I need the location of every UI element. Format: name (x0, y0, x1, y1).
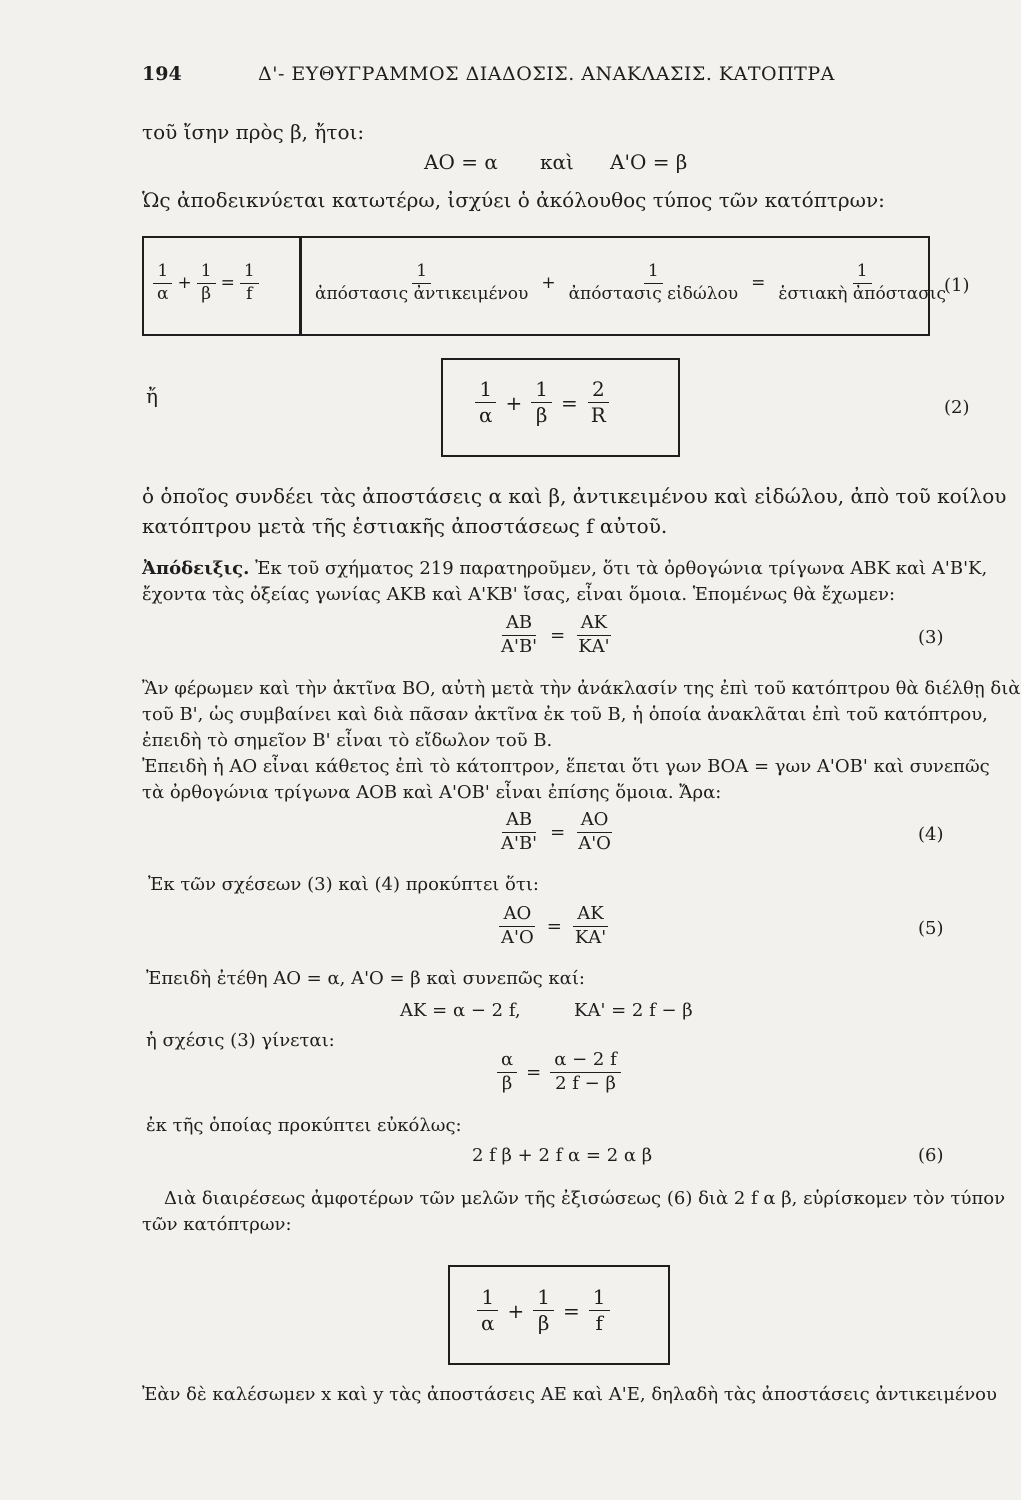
eq-ak-left: ΑΚ = α − 2 f, (400, 1000, 521, 1021)
fraction (574, 810, 615, 854)
numerator: 1 (412, 262, 431, 284)
denominator: R (590, 403, 606, 427)
equation-tag-5: (5) (918, 918, 944, 939)
fraction (497, 613, 541, 657)
equation-4 (494, 810, 618, 854)
fraction (497, 810, 541, 854)
numerator: 1 (533, 1286, 554, 1311)
numerator: 1 (240, 262, 259, 284)
numerator: 1 (477, 1286, 498, 1311)
para3-line-2: τῶν κατόπτρων: (142, 1214, 292, 1235)
denominator: Α'Ο (578, 832, 611, 854)
para2-line-3: ἐπειδὴ τὸ σημεῖον Β' εἶναι τὸ εἴδωλον τοῦ Β. (142, 730, 553, 751)
fraction (550, 1050, 621, 1094)
text-from-relations: Ἐκ τῶν σχέσεων (3) καὶ (4) προκύπτει ὅτι: (148, 874, 539, 895)
denominator: ΚΑ' (574, 926, 607, 948)
last-line: Ἐὰν δὲ καλέσωμεν x καὶ y τὰς ἀποστάσεις ΑΕ καὶ Α'Ε, δηλαδὴ τὰς ἀποστάσεις ἀντικειμένου (142, 1384, 997, 1405)
denominator: α (479, 403, 493, 427)
fraction (311, 262, 532, 304)
equation-tag-2: (2) (944, 397, 970, 418)
running-title: Δ'- ΕΥΘΥΓΡΑΜΜΟΣ ΔΙΑΔΟΣΙΣ. ΑΝΑΚΛΑΣΙΣ. ΚΑΤΟΠΤΡΑ (258, 63, 835, 85)
proof-text-1: Ἐκ τοῦ σχήματος 219 παρατηροῦμεν, ὅτι τὰ ὀρθογώνια τρίγωνα ΑΒΚ καὶ Α'Β'Κ, (255, 558, 988, 579)
plus-sign: + (541, 273, 556, 294)
definition-and: καὶ (540, 150, 574, 174)
numerator: 1 (475, 378, 496, 403)
fraction (533, 1286, 554, 1335)
formula-1-words (308, 262, 953, 304)
fraction (497, 904, 538, 948)
denominator: f (595, 1311, 603, 1335)
para3-line-1: Διὰ διαιρέσεως ἀμφοτέρων τῶν μελῶν τῆς ἐξισώσεως (6) διὰ 2 f α β, εὑρίσκομεν τὸν τύπον (164, 1188, 1006, 1209)
denominator: β (201, 283, 212, 304)
numerator: ΑΟ (499, 904, 535, 927)
equation-5 (494, 904, 613, 948)
fraction (531, 378, 552, 427)
numerator: α − 2 f (550, 1050, 621, 1073)
para2-line-4: Ἐπειδὴ ἡ ΑΟ εἶναι κάθετος ἐπὶ τὸ κάτοπτρον, ἕπεται ὅτι γων ΒΟΑ = γων Α'ΟΒ' καὶ συνεπῶς (142, 756, 990, 777)
equals-sign: = (550, 624, 566, 646)
equals-sign: = (220, 273, 235, 294)
equals-sign: = (546, 915, 562, 937)
para2-line-5: τὰ ὀρθογώνια τρίγωνα ΑΟΒ καὶ Α'ΟΒ' εἶναι ἐπίσης ὅμοια. Ἄρα: (142, 782, 722, 803)
para2-line-2: τοῦ Β', ὡς συμβαίνει καὶ διὰ πᾶσαν ἀκτῖνα ἐκ τοῦ Β, ἡ ὁποία ἀνακλᾶται ἐπὶ τοῦ κατόπτρου, (142, 704, 988, 725)
formula-1-short (150, 262, 262, 304)
definition-a-o: Α'Ο = β (610, 150, 688, 174)
equals-sign: = (561, 390, 578, 415)
page-number: 194 (142, 63, 182, 85)
fraction (571, 904, 610, 948)
denominator: α (157, 283, 169, 304)
fraction (587, 378, 610, 427)
fraction (565, 262, 743, 304)
text-since: Ἐπειδὴ ἐτέθη ΑΟ = α, Α'Ο = β καὶ συνεπῶς καί: (146, 968, 585, 989)
proof-line-1 (142, 558, 987, 579)
fraction (153, 262, 172, 304)
denominator: ἀπόστασις ἀντικειμένου (315, 283, 529, 304)
formula-2 (472, 378, 613, 427)
equation-3 (494, 613, 617, 657)
denominator: ΚΑ' (578, 635, 610, 657)
equation-tag-3: (3) (918, 627, 944, 648)
definition-ao: ΑΟ = α (424, 150, 498, 174)
formula-1-divider (299, 238, 302, 334)
numerator: ΑΒ (502, 810, 536, 833)
denominator: β (501, 1072, 513, 1094)
proof-line-2: ἔχοντα τὰς ὀξείας γωνίας ΑΚΒ καὶ Α'ΚΒ' ἴσας, εἶναι ὅμοια. Ἑπομένως θὰ ἔχωμεν: (142, 584, 896, 605)
fraction (240, 262, 259, 304)
denominator: ἑστιακὴ ἀπόστασις (778, 283, 946, 304)
text-easy: ἐκ τῆς ὁποίας προκύπτει εὐκόλως: (146, 1115, 462, 1136)
equals-sign: = (550, 821, 566, 843)
numerator: ΑΒ (502, 613, 536, 636)
equation-tag-1: (1) (944, 275, 970, 296)
para1-line-1: ὁ ὁποῖος συνδέει τὰς ἀποστάσεις α καὶ β, ἀντικειμένου καὶ εἰδώλου, ἀπὸ τοῦ κοίλου (142, 484, 1007, 508)
numerator: ΑΚ (573, 904, 607, 927)
text-relation: ἡ σχέσις (3) γίνεται: (146, 1030, 335, 1051)
denominator: β (537, 1311, 550, 1335)
equals-sign: = (563, 1298, 580, 1323)
fraction (197, 262, 216, 304)
equation-6: 2 f β + 2 f α = 2 α β (472, 1145, 653, 1166)
equation-tag-6: (6) (918, 1145, 944, 1166)
numerator: 1 (197, 262, 216, 284)
numerator: 1 (589, 1286, 610, 1311)
denominator: Α'Β' (501, 635, 538, 657)
fraction (475, 378, 497, 427)
denominator: α (481, 1311, 495, 1335)
numerator: 1 (153, 262, 172, 284)
fraction (574, 613, 613, 657)
fraction (497, 1050, 517, 1094)
plus-sign: + (177, 273, 192, 294)
fraction (589, 1286, 610, 1335)
denominator: ἀπόστασις εἰδώλου (568, 283, 739, 304)
equation-substituted (494, 1050, 624, 1094)
intro-line-2: Ὡς ἀποδεικνύεται κατωτέρω, ἰσχύει ὁ ἀκόλουθος τύπος τῶν κατόπτρων: (142, 188, 885, 212)
denominator: β (535, 403, 548, 427)
fraction (774, 262, 950, 304)
denominator: 2 f − β (555, 1072, 616, 1094)
plus-sign: + (505, 390, 523, 415)
plus-sign: + (507, 1298, 525, 1323)
numerator: ΑΚ (577, 613, 611, 636)
para1-line-2: κατόπτρου μετὰ τῆς ἑστιακῆς ἀποστάσεως f αὐτοῦ. (142, 514, 668, 538)
fraction (477, 1286, 499, 1335)
para2-line-1: Ἂν φέρωμεν καὶ τὴν ἀκτῖνα ΒΟ, αὐτὴ μετὰ τὴν ἀνάκλασίν της ἐπὶ τοῦ κατόπτρου θὰ διέλθῃ διὰ (142, 678, 1021, 699)
intro-line-1: τοῦ ἴσην πρὸς β, ἤτοι: (142, 120, 365, 144)
or-label: ἤ (146, 384, 158, 408)
denominator: f (246, 283, 253, 304)
equals-sign: = (526, 1061, 542, 1083)
numerator: 1 (531, 378, 552, 403)
numerator: α (497, 1050, 517, 1073)
proof-heading: Ἀπόδειξις. (142, 558, 250, 579)
equals-sign: = (751, 273, 766, 294)
denominator: Α'Β' (501, 832, 538, 854)
numerator: 1 (644, 262, 663, 284)
final-formula (474, 1286, 613, 1335)
numerator: 2 (588, 378, 609, 403)
denominator: Α'Ο (501, 926, 534, 948)
eq-ak-right: ΚΑ' = 2 f − β (574, 1000, 693, 1021)
numerator: ΑΟ (577, 810, 613, 833)
numerator: 1 (853, 262, 872, 284)
equation-tag-4: (4) (918, 824, 944, 845)
